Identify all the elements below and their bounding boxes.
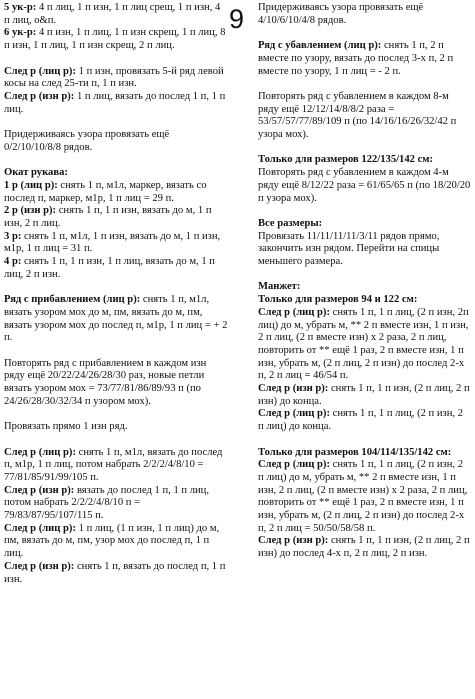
paragraph-next-row-1 — [4, 447, 228, 485]
row-text: 4 п изн, 1 п лиц, 1 п изн скрещ, 1 п лиц, 8 п изн, 1 п лиц, 1 п изн скрещ, 2 п лиц. — [4, 27, 226, 52]
row-text: снять 1 п, 2 п вместе по узору, вязать до послед 3-х п, 2 п вместе по узору, 1 п лиц = - 2 п. — [258, 40, 454, 77]
row-label: След р (лиц р): — [4, 522, 76, 534]
row-label: 6 ук-р: — [4, 27, 37, 39]
row-text: снять 1 п, 1 п изн, (2 п лиц, 2 п изн) до послед 4-х п, 2 п лиц, 2 п изн. — [258, 535, 470, 560]
row-text: снять 1 п, 1 п лиц, (2 п изн, 2 п лиц) до конца. — [258, 408, 463, 433]
row-label: След р (изн р): — [4, 90, 75, 102]
heading-all-sizes: Все размеры: — [258, 217, 323, 229]
left-column — [4, 2, 228, 586]
size-heading-104-114-135-142: Только для размеров 104/114/135/142 см: — [258, 446, 452, 458]
row-label: След р (лиц р): — [258, 459, 330, 471]
right-column — [258, 2, 471, 561]
paragraph-cuff-row-2 — [258, 383, 471, 408]
row-text: снять 1 п, м1л, вязать до послед п, м1р, 1 п лиц, потом набрать 2/2/2/4/8/10 = 77/81/85/91/99/105 п. — [4, 446, 223, 483]
paragraph-all-sizes: Провязать 11/11/11/11/3/11 рядов прямо, закончить изн рядом. Перейти на спицы меньшего размера. — [258, 230, 440, 267]
paragraph-continue-pattern-2: Придерживаясь узора провязать ещё 4/10/6/10/4/8 рядов. — [258, 2, 424, 26]
row-text: снять 1 п, 1 п лиц, (2 п изн, 2п лиц) до м, убрать м, ** 2 п вместе изн, 1 п изн, 2 п лиц, (2 п вместе изн) х 2 раза, 2 п лиц, повторить от ** ещё 1 раз, 2 п вместе изн, 1 п изн, убрать м, (2 п лиц, 2 п изн) до послед 2-х п, 2 п лиц = 46/54 п. — [258, 306, 469, 382]
paragraph-continue-pattern: Придерживаясь узора провязать ещё 0/2/10/10/8/8 рядов. — [4, 129, 170, 153]
row-label: 5 ук-р: — [4, 2, 37, 13]
paragraph-row2 — [4, 205, 228, 230]
row-label: 1 р (лиц р): — [4, 179, 58, 191]
paragraph-sizes-122-135-142 — [258, 154, 471, 205]
paragraph-repeat-decrease: Повторять ряд с убавлением в каждом 8-м ряду ещё 12/12/14/8/8/2 раза = 53/57/57/77/89/109 п (по 14/16/16/26/32/42 п узора мох). — [258, 90, 457, 140]
row-label: 3 р: — [4, 230, 22, 242]
paragraph-row1 — [4, 180, 228, 205]
row-label: 4 р: — [4, 256, 22, 268]
section-heading-sleeve-cap: Окат рукава: — [4, 167, 68, 179]
row-text: Повторять ряд с убавлением в каждом 4-м ряду ещё 8/12/22 раза = 61/65/65 п (по 18/20/20 п узора мох). — [258, 167, 471, 204]
paragraph-row5 — [4, 2, 228, 27]
paragraph-row4 — [4, 256, 228, 281]
row-label: След р (лиц р): — [4, 65, 76, 77]
paragraph-next-row-2 — [4, 485, 228, 523]
row-text: вязать до послед 1 п, 1 п лиц, потом набрать 2/2/2/4/8/10 п = 79/83/87/95/107/115 п. — [4, 484, 210, 522]
paragraph-row6 — [4, 27, 228, 52]
row-text: снять 1 п, м1л, вязать узором мох до м, пм, вязать до м, пм, вязать узором мох до послед п, м1р, 1 п лиц = + 2 п. — [4, 294, 228, 344]
row-label: След р (изн р): — [4, 560, 75, 572]
paragraph-next-row-rs — [4, 66, 228, 91]
row-label: След р (лиц р): — [4, 446, 76, 458]
row-text: снять 1 п, м1л, маркер, вязать со послед п, маркер, м1р, 1 п лиц = 29 п. — [4, 179, 207, 204]
row-label: След р (изн р): — [258, 383, 329, 395]
row-text: снять 1 п, 1 п изн, 1 п лиц, вязать до м, 1 п лиц, 2 п изн. — [4, 256, 215, 280]
row-text: снять 1 п, 1 п изн, (2 п лиц, 2 п изн) до конца. — [258, 383, 470, 407]
page-number: 9 — [229, 4, 245, 34]
paragraph-knit-straight: Провязать прямо 1 изн ряд. — [4, 421, 128, 433]
row-label: Ряд с убавлением (лиц р): — [258, 40, 382, 52]
row-text: 1 п изн, провязать 5-й ряд левой косы на след 25-ти п, 1 п изн. — [4, 65, 224, 90]
row-text: снять 1 п, м1л, 1 п изн, вязать до м, 1 п изн, м1р, 1 п лиц = 31 п. — [4, 230, 221, 255]
paragraph-next-row-3 — [4, 523, 228, 561]
paragraph-row3 — [4, 231, 228, 256]
row-label: След р (изн р): — [4, 484, 75, 496]
row-text: снять 1 п, 1 п лиц, (2 п изн, 2 п лиц) до м, убрать м, ** 2 п вместе изн, 1 п изн, 2 п лиц, (2 п вместе изн) х 2 раза, 2 п лиц, повторить от ** ещё 1 раз, 2 п вместе изн, 1 п изн, убрать м, (2 п лиц, 2 п изн) до послед 2-х п, 2 п лиц = 50/50/58/58 п. — [258, 459, 468, 534]
paragraph-repeat-increase: Повторять ряд с прибавлением в каждом изн ряду ещё 20/22/24/26/28/30 раз, новые петли вязать узором мох = 73/77/81/86/89/93 п (по 24/26/28/30/32/34 п узором мох). — [4, 357, 207, 407]
paragraph-next-row-4 — [4, 561, 228, 586]
paragraph-cuff-row-3 — [258, 408, 471, 433]
row-text: снять 1 п, 1 п изн, вязать до м, 1 п изн, 2 п лиц. — [4, 205, 212, 229]
paragraph-next-row-ws — [4, 91, 228, 116]
row-label: След р (изн р): — [258, 535, 329, 547]
row-label: Ряд с прибавлением (лиц р): — [4, 294, 141, 306]
row-text: 1 п лиц, (1 п изн, 1 п лиц) до м, пм, вязать до м, пм, узор мох до послед п, 1 п лиц. — [4, 522, 220, 560]
row-label: 2 р (изн р): — [4, 205, 57, 217]
paragraph-increase-row — [4, 294, 228, 345]
row-label: След р (лиц р): — [258, 306, 330, 318]
paragraph-cuff-row-5 — [258, 535, 471, 560]
row-label: След р (лиц р): — [258, 408, 330, 420]
row-text: снять 1 п, вязать до послед п, 1 п изн. — [4, 560, 226, 585]
size-heading-94-122: Только для размеров 94 и 122 см: — [258, 294, 418, 306]
paragraph-decrease-row — [258, 40, 471, 78]
section-heading-cuff: Манжет: — [258, 281, 301, 293]
row-text: 4 п лиц, 1 п изн, 1 п лиц срещ, 1 п изн, 4 п лиц, о&п. — [4, 2, 221, 26]
paragraph-cuff-row-4 — [258, 459, 471, 535]
size-heading: Только для размеров 122/135/142 см: — [258, 154, 434, 166]
paragraph-cuff-row-1 — [258, 307, 471, 383]
row-text: 1 п лиц, вязать до послед 1 п, 1 п лиц. — [4, 90, 226, 115]
